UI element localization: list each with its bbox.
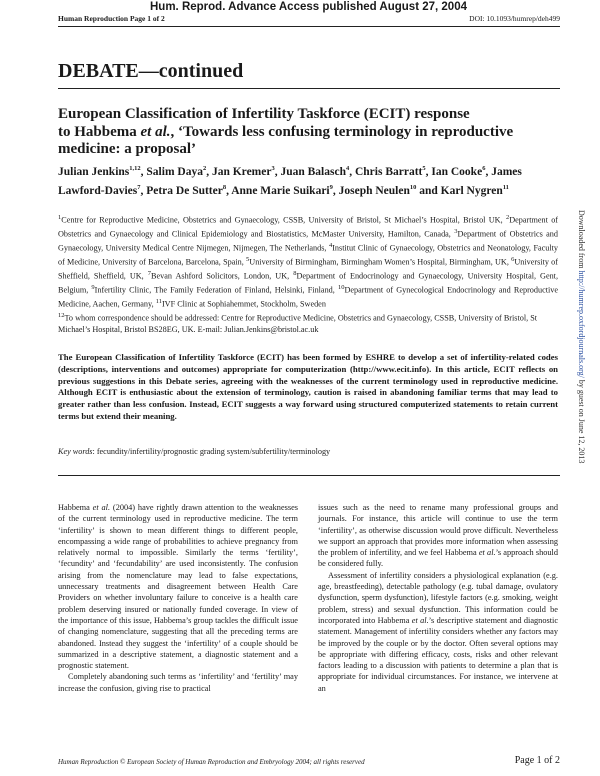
affiliation-sup: 9	[91, 283, 95, 291]
author-sup: 5	[422, 165, 426, 172]
title-line2-a: to Habbema	[58, 123, 141, 140]
author-name: Karl Nygren	[440, 184, 503, 197]
correspondence-text: To whom correspondence should be addressed: Centre for Reproductive Medicine, Obstetrics and Gynaecology, CSSB, University of Bristol, St Michael’s Hospital, Bristol BS28EG, UK. E-mail: Julian.Jenkins@bristol.ac.uk	[58, 313, 538, 334]
author-separator: ,	[332, 184, 339, 197]
keywords-text: : fecundity/infertility/prognostic grading system/subfertility/terminology	[92, 447, 331, 456]
author-name: Petra De Sutter	[146, 184, 223, 197]
body-text: issues such as the need to rename many professional groups and journals. For instance, this article will continue to use the term ‘infertility’, as otherwise discussion would prove difficult. Nevertheless we support an approach that provides more information when assessing the problem of infertility, and we feel Habbema	[318, 503, 558, 558]
affiliation-sup: 11	[155, 297, 162, 305]
affiliation-text: Department of Gynecological Endocrinology and Reproductive Medicine, Aachen, Germany,	[58, 285, 558, 309]
body-text: Habbema	[58, 503, 93, 512]
author-name: James Lawford-Davies	[58, 165, 522, 197]
affiliation-text: University of Birmingham, Birmingham Women’s Hospital, Birmingham, UK,	[249, 257, 512, 267]
body-column-left	[58, 502, 298, 694]
header-rule	[58, 26, 560, 27]
advance-access-line: Hum. Reprod. Advance Access published August 27, 2004	[150, 1, 467, 13]
body-text: ’s approach should be considered fully.	[318, 548, 558, 569]
author-separator: ,	[485, 165, 492, 178]
affiliation-sup: 8	[293, 269, 297, 277]
affiliation-text: Institut Clinic of Gynaecology, Obstetrics and Neonatology, Faculty of Medicine, University of Barcelona, Barcelona, Spain,	[58, 243, 559, 267]
body-column-right	[318, 502, 558, 694]
author-joiner: and	[416, 184, 441, 197]
affiliation-sup: 10	[337, 283, 345, 291]
affiliation-sup: 4	[328, 241, 333, 249]
author-sup: 6	[482, 165, 486, 172]
body-etal: et al.	[92, 503, 111, 512]
author-sup: 8	[222, 183, 227, 191]
author-name: Chris Barratt	[354, 165, 423, 178]
copyright-footer: Human Reproduction © European Society of Human Reproduction and Embryology 2004; all rights reserved	[58, 758, 365, 766]
author-sup: 1,12	[129, 165, 141, 172]
author-name: Anne Marie Suikari	[231, 184, 330, 197]
journal-page-label: Human Reproduction Page 1 of 2	[58, 14, 165, 23]
section-title: DEBATE—continued	[58, 60, 244, 82]
sidebar-suffix: by guest on June 12, 2013	[577, 377, 586, 464]
abstract: The European Classification of Infertility Taskforce (ECIT) has been formed by ESHRE to develop a set of infertility-related codes (descriptions, interventions and outcomes) appropriate for computerization (http://www.ecit.info). In this article, ECIT reflects on previous suggestions in this Debate series, agreeing with the weaknesses of the current terminology used in reproductive medicine. Although ECIT is enthusiastic about the extension of terminology, caution is raised in abandoning familiar terms that may lead to greater rather than less confusion. Instead, ECIT suggests a way forward using structured computerized statements to retain current terms but extend their meaning.	[58, 352, 558, 421]
body-text: Assessment of infertility considers a physiological explanation (e.g. age, breastfeeding), detectable pathology (e.g. tubal damage, ovulatory dysfunction, sperm dysfunction), lifestyle factors (e.g. smoking, weight problem, stress) and sexual dysfunction. This information could be incorporated into Habbema	[318, 570, 558, 625]
title-line1: European Classification of Infertility Taskforce (ECIT) response	[58, 106, 470, 122]
body-etal: et al.	[411, 615, 429, 625]
affiliation-text: University of Sheffield, Sheffield, UK,	[58, 257, 558, 281]
author-separator: ,	[140, 184, 147, 197]
correspondence	[58, 310, 558, 335]
keywords-label: Key words	[58, 447, 93, 456]
author-separator: ,	[349, 165, 355, 178]
affiliation-text: Department of Obstetrics and Gynaecology, University Medical Centre Nijmegen, Nijmegen, The Netherlands,	[58, 229, 558, 253]
author-sup: 9	[329, 183, 333, 191]
download-sidebar	[574, 210, 586, 610]
body-text: (2004) have rightly drawn attention to the weaknesses of the current terminology used in reproductive medicine. The term ‘infertility’ is shown to mean different things to different people, encompassing a wide range of probabilities to achieve pregnancy from relatively normal to impossible. Similarly the terms ‘fertility’, ‘fecundity’ and ‘fecundability’ are used inconsistently. The confusion arising from the nomenclature may lead to false expectations, unnecessary treatments and disagreement between Health Care Providers on whether involuntary failure to conceive is a health care problem deserving insured or nationally funded coverage. In view of the importance of this issue, Habbema’s group tackles the difficult issue of changing nomenclature, suggesting that all the preceding terms are abandoned. Instead they suggest the ‘infertility’ of a couple should be summarized in a descriptive statement, a diagnostic statement and a prognostic statement.	[58, 503, 298, 671]
author-separator: ,	[425, 165, 432, 178]
title-line3: medicine: a proposal’	[58, 141, 197, 157]
affiliation-sup: 2	[505, 214, 510, 221]
author-list	[58, 161, 558, 199]
abstract-rule	[58, 475, 560, 476]
author-sup: 2	[202, 165, 207, 172]
article-title	[58, 106, 558, 159]
affiliation-sup: 7	[147, 269, 151, 277]
affiliation-sup: 3	[454, 227, 458, 235]
body-paragraph: Completely abandoning such terms as ‘infertility’ and ‘fertility’ may increase the confusion, giving rise to practical	[58, 672, 298, 693]
body-paragraph	[318, 570, 558, 694]
title-line2-b: , ‘Towards less confusing terminology in reproductive	[170, 123, 514, 140]
author-sup: 10	[409, 183, 417, 191]
doi-label: DOI: 10.1093/humrep/deh499	[469, 14, 560, 23]
author-name: Joseph Neulen	[338, 184, 410, 197]
body-paragraph	[318, 502, 558, 570]
author-name: Julian Jenkins	[58, 165, 130, 178]
affiliation-text: Department of Obstetrics and Gynaecology and Clinical Epidemiology and Biostatistics, McMaster University, Hamilton, Canada,	[58, 215, 559, 239]
author-separator: ,	[140, 165, 147, 178]
author-name: Ian Cooke	[431, 165, 483, 178]
author-separator: ,	[226, 184, 232, 197]
author-separator: ,	[206, 165, 212, 178]
author-sup: 4	[345, 165, 350, 172]
author-sup: 7	[137, 183, 141, 191]
sidebar-prefix: Downloaded from	[577, 210, 586, 271]
title-etal: et al.	[140, 123, 171, 140]
correspondence-sup: 12	[58, 312, 65, 319]
author-separator: ,	[274, 165, 281, 178]
body-etal: et al.	[478, 548, 496, 558]
body-paragraph	[58, 502, 298, 671]
affiliations	[58, 212, 558, 310]
affiliation-text: Infertility Clinic, The Family Federation of Finland, Helsinki, Finland,	[94, 285, 338, 295]
sidebar-link[interactable]: http://humrep.oxfordjournals.org/	[577, 270, 586, 378]
section-rule	[58, 88, 560, 89]
body-text: ’s descriptive statement and diagnostic statement. Management of infertility considers whether any factors may be improved by the couple or by the doctor. Often several options may be appropriate with differing efficacy, costs, risks and other relevant factors leading to a discussion with patients to determine a plan that is appropriate for individual circumstances. For instance, we intervene at an	[318, 615, 558, 693]
affiliation-text: Bevan Ashford Solicitors, London, UK,	[151, 271, 294, 281]
affiliation-sup: 1	[58, 214, 62, 221]
keywords	[58, 447, 558, 456]
author-name: Jan Kremer	[211, 165, 272, 178]
affiliation-sup: 5	[246, 255, 250, 263]
affiliation-text: Centre for Reproductive Medicine, Obstetrics and Gynaecology, CSSB, University of Bristol, St Michael’s Hospital, Bristol UK,	[61, 215, 506, 225]
author-sup: 11	[502, 183, 509, 191]
affiliation-sup: 6	[511, 255, 515, 263]
author-sup: 3	[271, 165, 275, 172]
affiliation-text: Department of Endocrinology and Gynaecology, University Hospital, Gent, Belgium,	[58, 271, 558, 295]
page-number: Page 1 of 2	[514, 755, 560, 766]
author-name: Juan Balasch	[280, 165, 346, 178]
affiliation-text: IVF Clinic at Sophiahemmet, Stockholm, Sweden	[161, 299, 326, 309]
author-name: Salim Daya	[146, 165, 203, 178]
